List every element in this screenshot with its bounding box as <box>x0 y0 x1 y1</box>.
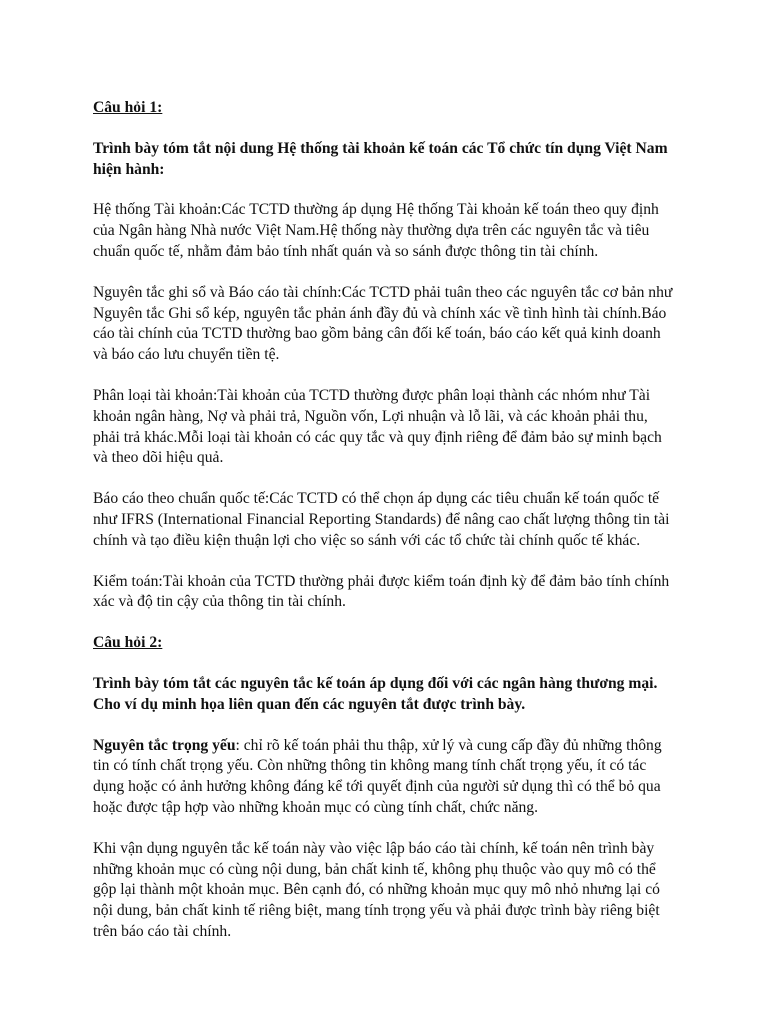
q2-paragraph-materiality-principle <box>93 736 678 819</box>
question-1-prompt: Trình bày tóm tắt nội dung Hệ thống tài khoản kế toán các Tổ chức tín dụng Việt Nam hiện hành: <box>93 139 668 178</box>
q1-paragraph-bookkeeping-principles: Nguyên tắc ghi sổ và Báo cáo tài chính:Các TCTD phải tuân theo các nguyên tắc cơ bản như Nguyên tắc Ghi sổ kép, nguyên tắc phản ánh đầy đủ và chính xác về tình hình tài chính.Báo cáo tài chính của TCTD thường bao gồm bảng cân đối kế toán, báo cáo kết quả kinh doanh và báo cáo lưu chuyển tiền tệ. <box>93 283 673 364</box>
question-1-heading: Câu hỏi 1: <box>93 99 163 116</box>
q1-paragraph-international-standards: Báo cáo theo chuẩn quốc tế:Các TCTD có thể chọn áp dụng các tiêu chuẩn kế toán quốc tế như IFRS (International Financial Reporting Standards) để nâng cao chất lượng thông tin tài chính và tạo điều kiện thuận lợi cho việc so sánh với các tổ chức tài chính quốc tế khác. <box>93 490 670 549</box>
q1-paragraph-accounts-system: Hệ thống Tài khoản:Các TCTD thường áp dụng Hệ thống Tài khoản kế toán theo quy định của Ngân hàng Nhà nước Việt Nam.Hệ thống này thường dựa trên các nguyên tắc và tiêu chuẩn quốc tế, nhằm đảm bảo tính nhất quán và so sánh được thông tin tài chính. <box>93 201 659 260</box>
principle-term: Nguyên tắc trọng yếu <box>93 736 236 754</box>
q2-paragraph-application: Khi vận dụng nguyên tắc kế toán này vào việc lập báo cáo tài chính, kế toán nên trình bày những khoản mục có cùng nội dung, bản chất kinh tế, không phụ thuộc vào quy mô có thể gộp lại thành một khoản mục. Bên cạnh đó, có những khoản mục quy mô nhỏ nhưng lại có nội dung, bản chất kinh tế riêng biệt, mang tính trọng yếu và phải được trình bày riêng biệt trên báo cáo tài chính. <box>93 839 660 940</box>
question-2-heading: Câu hỏi 2: <box>93 634 163 652</box>
question-2-prompt: Trình bày tóm tắt các nguyên tắc kế toán áp dụng đối với các ngân hàng thương mại. Cho ví dụ minh họa liên quan đến các nguyên tắt được trình bày. <box>93 674 658 713</box>
q1-paragraph-account-classification: Phân loại tài khoản:Tài khoản của TCTD thường được phân loại thành các nhóm như Tài khoản ngân hàng, Nợ và phải trả, Nguồn vốn, Lợi nhuận và lỗ lãi, và các khoản phải thu, phải trả khác.Mỗi loại tài khoản có các quy tắc và quy định riêng để đảm bảo sự minh bạch và theo dõi hiệu quả. <box>93 386 662 467</box>
principle-definition: : chỉ rõ kế toán phải thu thập, xử lý và cung cấp đầy đủ những thông tin có tính chất trọng yếu. Còn những thông tin không mang tính chất trọng yếu, ít có tác dụng hoặc có ảnh hưởng không đáng kể tới quyết định của người sử dụng thì có thể bỏ qua hoặc được tập hợp vào những khoản mục có cùng tính chất, chức năng. <box>93 736 662 816</box>
q1-paragraph-audit: Kiểm toán:Tài khoản của TCTD thường phải được kiểm toán định kỳ để đảm bảo tính chính xác và độ tin cậy của thông tin tài chính. <box>93 572 670 611</box>
